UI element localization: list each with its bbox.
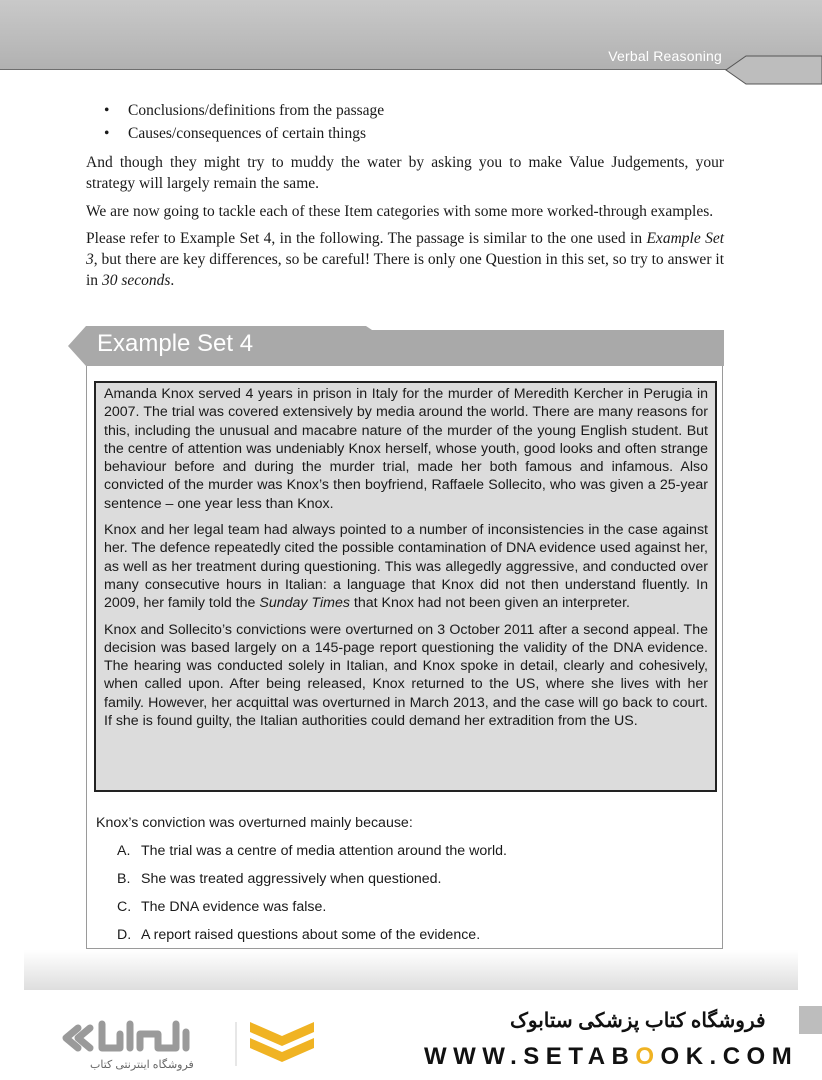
- section-title: Verbal Reasoning: [608, 48, 722, 64]
- option-a: A. The trial was a centre of media attention around the world.: [117, 843, 507, 859]
- option-d: D. A report raised questions about some of the evidence.: [117, 927, 481, 943]
- answer-options: [117, 842, 507, 954]
- header-divider: [0, 69, 822, 70]
- bullet-list: [104, 99, 384, 145]
- passage-box: [94, 381, 717, 792]
- option-b: B. She was treated aggressively when questioned.: [117, 871, 442, 887]
- question-text: Knox’s conviction was overturned mainly because:: [96, 815, 413, 831]
- store-url: WWW.SETABOOK.COM: [424, 1043, 799, 1070]
- store-name: فروشگاه کتاب پزشکی ستابوک: [510, 1010, 766, 1032]
- bullet-item: • Conclusions/definitions from the passage: [104, 102, 385, 119]
- option-c: C. The DNA evidence was false.: [117, 899, 327, 915]
- passage-paragraph-1: Amanda Knox served 4 years in prison in Italy for the murder of Meredith Kercher in Perugia in 2007. The trial was covered extensively by media around the world. There are many reasons for this, including the unusual and macabre nature of the murder of the young English student. But the centre of attention was undeniably Knox herself, whose youth, good looks and often strange behaviour before and during the murder trial, made her both famous and infamous. Also convicted of the murder was Knox’s then boyfriend, Raffaele Sollecito, who was given a 25-year sentence – one year less than Knox.: [104, 386, 708, 512]
- intro-paragraph-1: And though they might try to muddy the water by asking you to make Value Judgements, your strategy will largely remain the same.: [86, 154, 724, 192]
- page-bottom-shadow: [24, 950, 798, 990]
- footer-tab: [799, 1006, 822, 1034]
- passage-paragraph-2: Knox and her legal team had always pointed to a number of inconsistencies in the case against her. The defence repeatedly cited the possible contamination of DNA evidence used against her, as well as her treatment during questioning. This was allegedly aggressive, and conducted over many consecutive hours in Italian: a language that Knox did not then understand fluently. In 2009, her family told the Sunday Times that Knox had not been given an interpreter.: [104, 522, 708, 612]
- passage-paragraph-3: Knox and Sollecito’s convictions were overturned on 3 October 2011 after a second appeal. The decision was based largely on a 145-page report questioning the validity of the DNA evidence. The hearing was conducted solely in Italian, and Knox spoke in detail, clearly and cohesively, when called upon. After being released, Knox returned to the US, where she lives with her family. However, her acquittal was overturned in March 2013, and the case will go back to court. If she is found guilty, the Italian authorities could demand her extradition from the US.: [104, 621, 708, 730]
- example-set-title: Example Set 4: [97, 330, 254, 357]
- bullet-item: • Causes/consequences of certain things: [104, 125, 367, 142]
- logo-subtitle: فروشگاه اینترنتی کتاب: [90, 1059, 194, 1071]
- intro-paragraph-2: We are now going to tackle each of these Item categories with some more worked-through examples.: [86, 203, 714, 220]
- section-tab-arrow: [724, 55, 822, 85]
- intro-paragraph-3: Please refer to Example Set 4, in the following. The passage is similar to the one used in Example Set 3, but there are key differences, so be careful! There is only one Question in this set, so try to answer it in 30 seconds.: [86, 230, 725, 289]
